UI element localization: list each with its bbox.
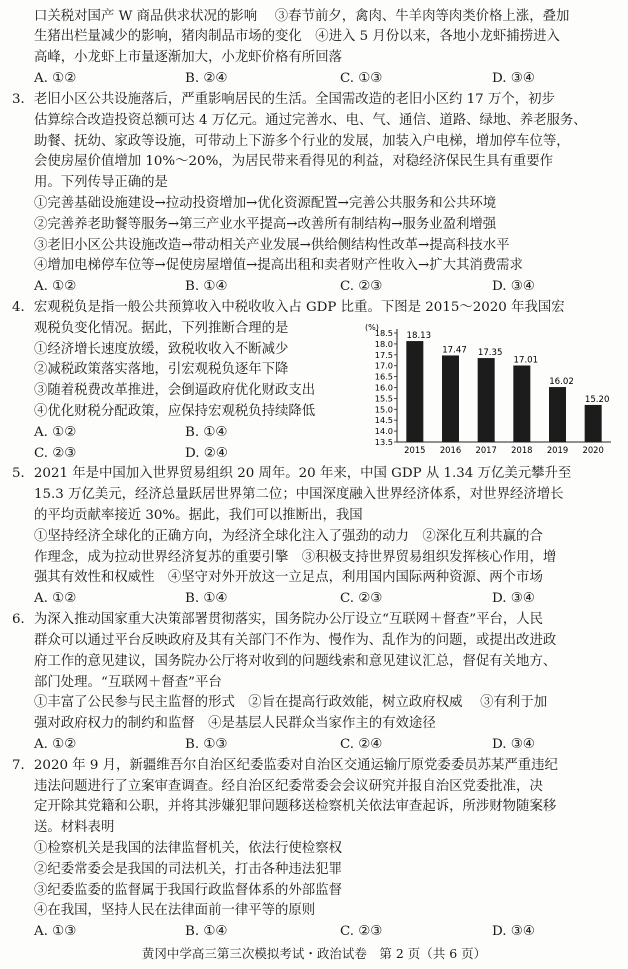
data-label: 17.47 (442, 345, 467, 356)
option-b[interactable]: B. ①③ (185, 736, 228, 752)
q5-lines-line: 5．2021 年是中国加入世界贸易组织 20 周年。20 年来，中国 GDP 从 1.34 万亿美元攀升至 (12, 466, 572, 482)
option-d[interactable]: D. ③④ (492, 924, 535, 940)
option-c[interactable]: C. ②④ (340, 736, 383, 752)
q3-lines-line: 估算综合改造投资总额可达 4 万亿元。通过完善水、电、气、通信、道路、绿地、养老服务、 (34, 112, 587, 128)
option-c[interactable]: C. ②③ (340, 924, 383, 940)
option-c[interactable]: C. ②③ (340, 591, 383, 607)
q7-lines-line: 定开除其党籍和公职，并将其涉嫌犯罪问题移送检察机关依法审查起诉，所涉财物随案移 (34, 799, 557, 815)
x-tick-label: 2018 (511, 445, 533, 455)
option-b[interactable]: B. ①④ (185, 279, 228, 295)
data-label: 15.20 (584, 394, 610, 405)
x-tick-label: 2017 (475, 445, 497, 455)
y-tick-label: 18.5 (374, 328, 393, 338)
option-a[interactable]: A. ①② (34, 424, 77, 440)
lines-top-line: 高峰，小龙虾上市量逐渐加大，小龙虾价格有所回落 (34, 50, 342, 66)
data-label: 17.35 (477, 348, 503, 359)
q7-lines-line: 违法问题进行了立案审查调查。经自治区纪委常委会会议研究并报自治区党委批准，决 (34, 778, 543, 794)
data-label: 17.01 (513, 355, 539, 366)
option-a[interactable]: A. ①② (34, 71, 77, 87)
y-tick-label: 14.5 (374, 415, 393, 426)
option-d[interactable]: D. ③④ (492, 279, 535, 295)
q5-lines-line: 15.3 万亿美元，经济总量跃居世界第二位；中国深度融入世界经济体系，对世界经济增长 (34, 487, 564, 503)
q4-lines-line: 观税负变化情况。据此，下列推断合理的是 (34, 320, 289, 336)
x-tick-label: 2015 (404, 445, 426, 455)
data-label: 16.02 (549, 377, 574, 388)
x-tick-label: 2019 (546, 445, 569, 455)
option-d[interactable]: D. ②④ (185, 445, 228, 461)
q6-lines-line: 部门处理。“互联网＋督查”平台 (34, 674, 222, 690)
option-a[interactable]: A. ①② (34, 279, 77, 295)
q4-lines-line: ④优化财税分配政策，应保持宏观税负持续降低 (34, 404, 316, 419)
q3-lines-line: ②完善养老助餐等服务→第三产业水平提高→改善所有制结构→服务业盈利增强 (34, 216, 497, 232)
q7-lines-line: ①检察机关是我国的法律监督机关，依法行使检察权 (34, 840, 342, 856)
option-c[interactable]: C. ②③ (340, 279, 383, 295)
option-b[interactable]: B. ①④ (185, 924, 228, 940)
y-tick-label: 14.0 (374, 426, 393, 437)
bar (478, 358, 495, 442)
tax-burden-bar-chart (363, 321, 618, 459)
option-d[interactable]: D. ③④ (492, 736, 535, 752)
q3-lines-line: ③老旧小区公共设施改造→带动相关产业发展→供给侧结构性改革→提高科技水平 (34, 237, 510, 253)
q7-lines-line: 7．2020 年 9 月，新疆维吾尔自治区纪委监委对自治区交通运输厅原党委委员苏某严重违纪 (12, 757, 558, 773)
y-tick-label: 17.5 (374, 349, 393, 360)
option-a[interactable]: A. ①③ (34, 924, 77, 940)
q4-lines-line: ③随着税费改革推进，会倒逼政府优化财政支出 (34, 383, 316, 399)
q5-lines-line: ①坚持经济全球化的正确方向，为经济全球化注入了强劲的动力 ②深化互利共赢的合 (34, 528, 543, 544)
q3-lines-line: ①完善基础设施建设→拉动投资增加→优化资源配置→完善公共服务和公共环境 (34, 195, 497, 211)
option-a[interactable]: A. ①② (34, 736, 77, 752)
bar (585, 405, 602, 442)
q7-lines-line: ④在我国，坚持人民在法律面前一律平等的原则 (34, 903, 316, 919)
q5-lines-line: 作理念，成为拉动世界经济复苏的重要引擎 ③积极支持世界贸易组织发挥核心作用，增 (34, 549, 557, 565)
q6-lines-line: 群众可以通过平台反映政府及其有关部门不作为、慢作为、乱作为的问题，或提出改进政 (34, 632, 557, 648)
q6-lines-line: 强对政府权力的制约和监督 ④是基层人民群众当家作主的有效途径 (34, 716, 436, 732)
q3-lines-line: 会使房屋价值增加 10%～20%，为居民带来看得见的利益，对稳经济保民生具有重要作 (34, 154, 554, 170)
q3-lines-line: ④增加电梯停车位等→促使房屋增值→提高出租和卖者财产性收入→扩大其消费需求 (34, 258, 523, 274)
option-b[interactable]: B. ①④ (185, 424, 228, 440)
option-b[interactable]: B. ①④ (185, 591, 228, 607)
q7-lines-line: 送。材料表明 (34, 820, 115, 836)
y-tick-label: 18.0 (374, 338, 393, 349)
data-label: 18.13 (406, 331, 432, 342)
q7-lines-line: ③纪委监委的监督属于我国行政监督体系的外部监督 (34, 882, 342, 898)
option-d[interactable]: D. ③④ (492, 591, 535, 607)
lines-top-line: 口关税对国产 W 商品供求状况的影响 ③春节前夕，禽肉、牛羊肉等肉类价格上涨，叠加 (34, 8, 570, 24)
q5-lines-line: 的平均贡献率接近 30%。据此，我们可以推断出，我国 (34, 508, 363, 524)
x-tick-label: 2020 (582, 445, 604, 455)
bar (513, 365, 530, 442)
lines-top-line: 生猪出栏量减少的影响，猪肉制品市场的变化 ④进入 5 月份以来，各地小龙虾捕捞进入 (34, 29, 560, 45)
q4-lines-line: 4．宏观税负是指一般公共预算收入中税收收入占 GDP 比重。下图是 2015～2020 年我国宏 (12, 299, 565, 315)
q6-lines-line: ①丰富了公民参与民主监督的形式 ②旨在提高行政效能，树立政府权威 ③有利于加 (34, 695, 548, 711)
y-tick-label: 13.5 (374, 437, 393, 447)
y-tick-label: 17.0 (374, 360, 393, 371)
y-tick-label: 16.0 (374, 382, 393, 393)
page-footer: 黄冈中学高三第三次模拟考试・政治试卷 第 2 页（共 6 页） (141, 946, 487, 961)
option-b[interactable]: B. ②④ (185, 71, 228, 87)
bar (406, 341, 423, 442)
q4-lines-line: ②减税政策落实落地，引宏观税负逐年下降 (34, 362, 289, 378)
option-a[interactable]: A. ①② (34, 591, 77, 607)
q4-lines-line: ①经济增长速度放缓，致税收收入不断减少 (34, 341, 289, 357)
y-tick-label: 16.5 (374, 371, 393, 382)
bar (549, 387, 566, 442)
q6-lines-line: 6．为深入推动国家重大决策部署贯彻落实，国务院办公厅设立“互联网＋督查”平台，人民 (12, 612, 544, 628)
y-axis-label: (%) (365, 323, 379, 332)
y-tick-label: 15.5 (374, 393, 393, 404)
option-d[interactable]: D. ③④ (492, 71, 535, 87)
y-tick-label: 15.0 (374, 404, 393, 415)
q7-lines-line: ②纪委常委会是我国的司法机关，打击各种违法犯罪 (34, 861, 342, 877)
option-c[interactable]: C. ①③ (340, 71, 383, 87)
option-c[interactable]: C. ②③ (34, 445, 77, 461)
q3-lines-line: 助餐、抚幼、家政等设施，可带动上下游多个行业的发展，加装入户电梯，增加停车位等， (34, 133, 570, 149)
q3-lines-line: 3．老旧小区公共设施落后，严重影响居民的生活。全国需改造的老旧小区约 17 万个，初步 (12, 91, 555, 107)
x-tick-label: 2016 (439, 445, 462, 455)
q6-lines-line: 府工作的意见建议，国务院办公厅将对收到的问题线索和意见建议汇总，督促有关地方、 (34, 653, 557, 669)
q3-lines-line: 用。下列传导正确的是 (34, 175, 168, 191)
bar (442, 355, 459, 442)
q5-lines-line: 强其有效性和权威性 ④坚守对外开放这一立足点，利用国内国际两种资源、两个市场 (34, 570, 543, 586)
tax-burden-chart (363, 321, 618, 459)
